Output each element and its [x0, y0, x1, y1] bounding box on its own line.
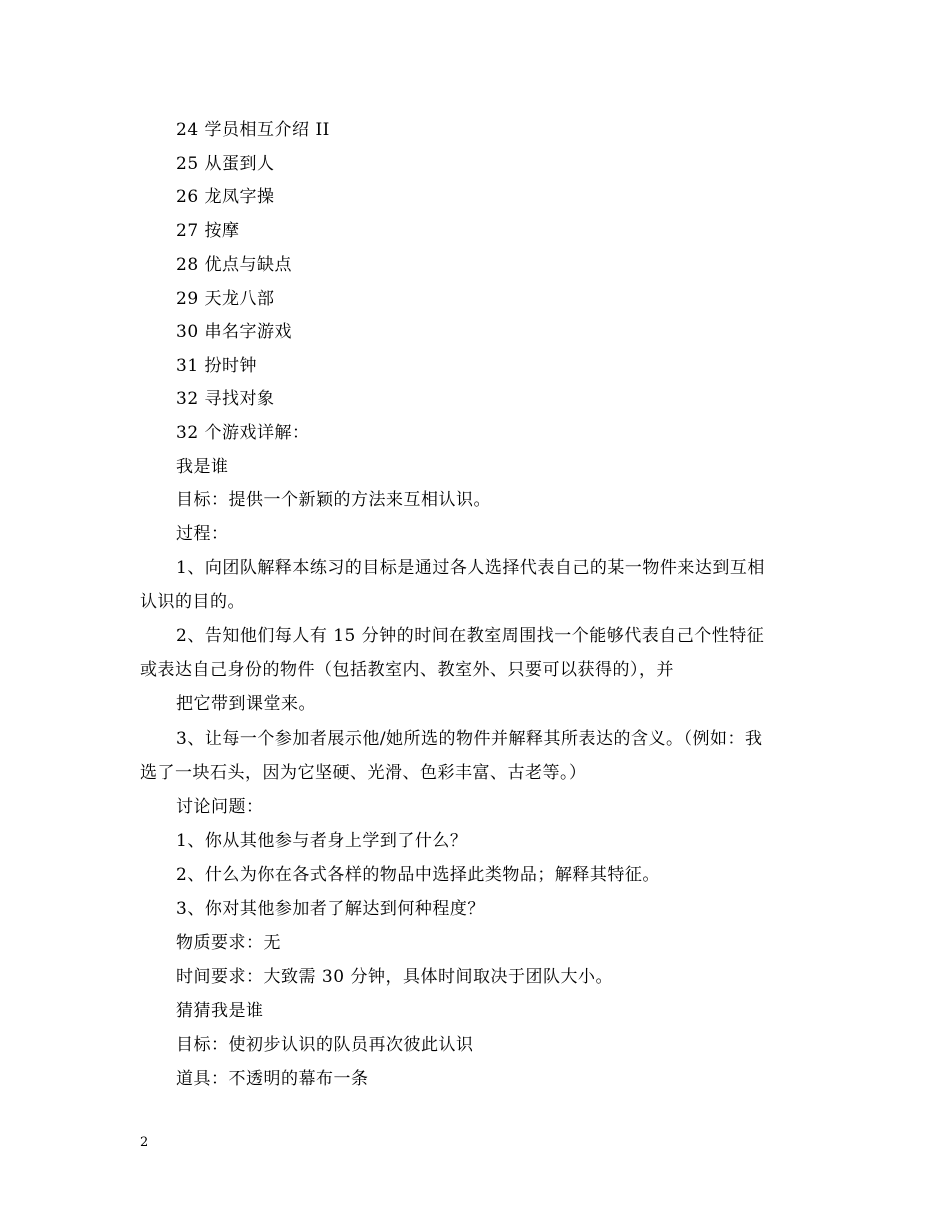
game-goal: 目标：提供一个新颖的方法来互相认识。 — [176, 490, 491, 510]
discussion-question: 1、你从其他参与者身上学到了什么？ — [176, 831, 468, 851]
toc-item: 24 学员相互介绍 II — [176, 120, 330, 140]
step-text: 认识的目的。 — [140, 592, 245, 612]
section-heading: 32 个游戏详解： — [176, 423, 310, 443]
game-props: 道具：不透明的幕布一条 — [176, 1069, 369, 1089]
step-text: 把它带到课堂来。 — [176, 694, 316, 714]
toc-item: 32 寻找对象 — [176, 389, 275, 409]
toc-item: 30 串名字游戏 — [176, 322, 293, 342]
game-title: 我是谁 — [176, 457, 229, 477]
process-label: 过程： — [176, 524, 229, 544]
discussion-question: 2、什么为你在各式各样的物品中选择此类物品；解释其特征。 — [176, 865, 660, 885]
step-text: 2、告知他们每人有 15 分钟的时间在教室周围找一个能够代表自己个性特征 — [176, 626, 765, 646]
step-text: 或表达自己身份的物件（包括教室内、教室外、只要可以获得的），并 — [140, 660, 674, 680]
step-text: 1、向团队解释本练习的目标是通过各人选择代表自己的某一物件来达到互相 — [176, 558, 765, 578]
toc-item: 27 按摩 — [176, 221, 240, 241]
page-number: 2 — [140, 1135, 149, 1150]
toc-item: 29 天龙八部 — [176, 289, 275, 309]
discussion-label: 讨论问题： — [176, 797, 264, 817]
toc-item: 28 优点与缺点 — [176, 255, 293, 275]
game-goal: 目标：使初步认识的队员再次彼此认识 — [176, 1035, 474, 1055]
game-title: 猜猜我是谁 — [176, 1001, 264, 1021]
time-requirement: 时间要求：大致需 30 分钟，具体时间取决于团队大小。 — [176, 967, 613, 987]
toc-item: 31 扮时钟 — [176, 356, 258, 376]
toc-item: 25 从蛋到人 — [176, 154, 275, 174]
step-text: 选了一块石头，因为它坚硬、光滑、色彩丰富、古老等。） — [140, 763, 587, 783]
discussion-question: 3、你对其他参加者了解达到何种程度？ — [176, 899, 485, 919]
toc-item: 26 龙凤字操 — [176, 187, 275, 207]
materials-requirement: 物质要求：无 — [176, 933, 281, 953]
step-text: 3、让每一个参加者展示他/她所选的物件并解释其所表达的含义。（例如：我 — [176, 729, 763, 749]
